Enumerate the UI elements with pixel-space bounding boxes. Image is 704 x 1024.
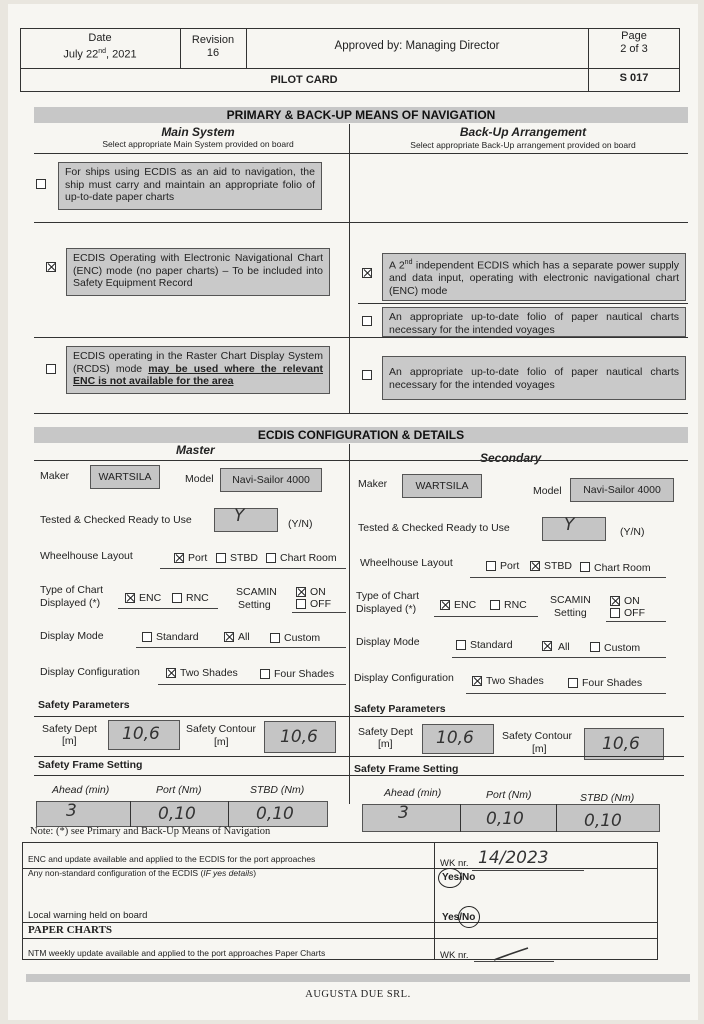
sec-port-checkbox[interactable]: [486, 561, 496, 571]
master-safety-contour-label2: [m]: [214, 736, 229, 748]
sec-two-shades-label: Two Shades: [486, 675, 544, 687]
master-model-value: Navi-Sailor 4000: [220, 468, 322, 492]
master-ahead-value: 3: [66, 801, 77, 821]
master-safety-contour-label1: Safety Contour: [186, 723, 257, 735]
sec-port-label: Port: [500, 560, 520, 572]
page-label: Page: [621, 30, 647, 42]
backup-opt3-checkbox[interactable]: [362, 370, 372, 380]
handwritten-dash: [492, 946, 532, 964]
date-label: Date: [88, 32, 112, 44]
master-port-value: 0,10: [158, 804, 196, 824]
enc-update-text: ENC and update available and applied to the ECDIS for the port approaches: [28, 854, 316, 864]
master-all-label: All: [238, 631, 250, 643]
master-two-shades-label: Two Shades: [180, 667, 238, 679]
sec-ahead-label: Ahead (min): [384, 787, 442, 799]
sec-chartroom-label: Chart Room: [594, 562, 651, 574]
master-standard-label: Standard: [156, 631, 199, 643]
wk-label: WK nr.: [440, 858, 469, 869]
date-value: July 22nd, 2021: [63, 48, 137, 61]
master-rnc-label: RNC: [186, 592, 209, 604]
master-stbd-label: STBD: [230, 552, 259, 564]
page-value: 2 of 3: [620, 43, 648, 55]
master-safety-dept-label1: Safety Dept: [42, 723, 97, 735]
master-stbd-checkbox[interactable]: [216, 553, 226, 563]
master-port-checkbox[interactable]: [174, 553, 184, 563]
main-opt1-checkbox[interactable]: [36, 179, 46, 189]
main-opt1-box: For ships using ECDIS as an aid to navigation, the ship must carry and maintain an appropriate folio of up-to-date paper charts: [58, 162, 322, 210]
backup-title: Back-Up Arrangement: [459, 125, 587, 139]
sec-maker-value: WARTSILA: [402, 474, 482, 498]
sec-scamin-off-checkbox[interactable]: [610, 608, 620, 618]
no-circle-mark: [458, 906, 480, 928]
nonstd-yes-no[interactable]: Yes/No: [442, 872, 476, 883]
sec-safety-contour-label2: [m]: [532, 743, 547, 755]
sec-safety-params-title: Safety Parameters: [354, 703, 446, 715]
backup-opt3-box: An appropriate up-to-date folio of paper nautical charts necessary for the intended voyages: [382, 356, 686, 400]
nonstd-config-text: Any non-standard configuration of the ECDIS (IF yes details): [28, 868, 257, 878]
master-maker-value: WARTSILA: [90, 465, 160, 489]
master-stbd-value: 0,10: [256, 804, 294, 824]
sec-display-config-label: Display Configuration: [354, 672, 454, 684]
local-warning-yes-no[interactable]: Yes/No: [442, 912, 476, 923]
master-wheelhouse-label: Wheelhouse Layout: [40, 550, 133, 562]
local-warning-text: Local warning held on board: [28, 910, 148, 921]
master-safety-contour-value: 10,6: [280, 727, 318, 747]
sec-safety-dept-label1: Safety Dept: [358, 726, 413, 738]
main-opt3-box: ECDIS operating in the Raster Chart Display System (RCDS) mode may be used where the relevant ENC is not available for the area: [66, 346, 330, 394]
master-ahead-label: Ahead (min): [52, 784, 110, 796]
sec-frame-title: Safety Frame Setting: [354, 763, 459, 775]
sec-chart-type-label2: Displayed (*): [356, 603, 417, 615]
sec-yn-label: (Y/N): [620, 526, 645, 538]
approved-by: Approved by: Managing Director: [334, 40, 500, 52]
master-all-checkbox[interactable]: [224, 632, 234, 642]
sec-stbd-label: STBD: [544, 560, 573, 572]
master-scamin-label2: Setting: [238, 599, 271, 611]
master-tested-label: Tested & Checked Ready to Use: [40, 514, 192, 526]
sec-scamin-label1: SCAMIN: [550, 594, 591, 606]
sec-chart-type-label1: Type of Chart: [356, 590, 420, 602]
sec-safety-dept-value: 10,6: [436, 728, 474, 748]
master-tested-box: [214, 508, 278, 532]
master-title: Master: [176, 443, 215, 457]
master-display-mode-label: Display Mode: [40, 630, 104, 642]
sec-safety-contour-label1: Safety Contour: [502, 730, 573, 742]
sec-safety-contour-value: 10,6: [602, 734, 640, 754]
wk-value: 14/2023: [478, 848, 549, 868]
sec-rnc-label: RNC: [504, 599, 527, 611]
master-scamin-on-label: ON: [310, 586, 326, 598]
master-stbd-nm-label: STBD (Nm): [250, 784, 305, 796]
master-enc-label: ENC: [139, 592, 162, 604]
sec-scamin-on-checkbox[interactable]: [610, 596, 620, 606]
bottom-bar: [26, 974, 690, 982]
master-rnc-checkbox[interactable]: [172, 593, 182, 603]
main-opt2-box: ECDIS Operating with Electronic Navigational Chart (ENC) mode (no paper charts) – To be included into Safety Equipment Record: [66, 248, 330, 296]
revision-label: Revision: [191, 34, 235, 46]
master-chartroom-checkbox[interactable]: [266, 553, 276, 563]
master-four-shades-checkbox[interactable]: [260, 669, 270, 679]
master-yn-label: (Y/N): [288, 518, 313, 530]
date-cell: [20, 32, 180, 62]
master-four-shades-label: Four Shades: [274, 668, 335, 680]
master-tested-value: Y: [234, 506, 245, 526]
note-text: Note: (*) see Primary and Back-Up Means of Navigation: [30, 826, 271, 837]
ecdis-section-title: ECDIS CONFIGURATION & DETAILS: [34, 427, 688, 443]
master-standard-checkbox[interactable]: [142, 632, 152, 642]
revision-value: 16: [206, 47, 220, 59]
sec-chartroom-checkbox[interactable]: [580, 562, 590, 572]
sec-enc-checkbox[interactable]: [440, 600, 450, 610]
sec-display-mode-label: Display Mode: [356, 636, 420, 648]
sec-model-value: Navi-Sailor 4000: [570, 478, 674, 502]
sec-port-nm-label: Port (Nm): [486, 789, 532, 801]
sec-standard-checkbox[interactable]: [456, 640, 466, 650]
paper-charts-title: PAPER CHARTS: [28, 924, 113, 936]
sec-two-shades-checkbox[interactable]: [472, 676, 482, 686]
master-scamin-label1: SCAMIN: [236, 586, 277, 598]
document-title: PILOT CARD: [270, 74, 338, 86]
sec-tested-label: Tested & Checked Ready to Use: [358, 522, 510, 534]
master-enc-checkbox[interactable]: [125, 593, 135, 603]
sec-enc-label: ENC: [454, 599, 477, 611]
master-display-config-label: Display Configuration: [40, 666, 140, 678]
sec-all-label: All: [558, 641, 570, 653]
ntm-text: NTM weekly update available and applied to the port approaches Paper Charts: [28, 948, 326, 958]
master-chart-type-label2: Displayed (*): [40, 597, 101, 609]
sec-stbd-value: 0,10: [584, 811, 622, 831]
main-system-title: Main System: [161, 125, 235, 139]
company-name: AUGUSTA DUE SRL.: [305, 989, 411, 1000]
master-chart-type-label1: Type of Chart: [40, 584, 104, 596]
wk-label-2: WK nr.: [440, 950, 469, 961]
secondary-title: Secondary: [480, 451, 542, 465]
master-custom-checkbox[interactable]: [270, 633, 280, 643]
sec-standard-label: Standard: [470, 639, 513, 651]
master-custom-label: Custom: [284, 632, 321, 644]
master-safety-params-title: Safety Parameters: [38, 699, 130, 711]
nav-section-title: PRIMARY & BACK-UP MEANS OF NAVIGATION: [34, 107, 688, 123]
sec-scamin-label2: Setting: [554, 607, 587, 619]
sec-stbd-nm-label: STBD (Nm): [580, 792, 635, 804]
main-opt3-checkbox[interactable]: [46, 364, 56, 374]
master-scamin-on-checkbox[interactable]: [296, 587, 306, 597]
master-safety-dept-value: 10,6: [122, 724, 160, 744]
sec-stbd-checkbox[interactable]: [530, 561, 540, 571]
sec-all-checkbox[interactable]: [542, 641, 552, 651]
sec-four-shades-label: Four Shades: [582, 677, 643, 689]
master-frame-title: Safety Frame Setting: [38, 759, 143, 771]
sec-scamin-off-label: OFF: [624, 607, 645, 619]
sec-custom-label: Custom: [604, 642, 641, 654]
sec-wheelhouse-label: Wheelhouse Layout: [360, 557, 453, 569]
main-opt2-checkbox[interactable]: [46, 262, 56, 272]
master-chartroom-label: Chart Room: [280, 552, 337, 564]
backup-opt1-box: A 2nd independent ECDIS which has a separate power supply and data input, operating with electronic navigational chart (ENC) mode: [382, 253, 686, 301]
master-scamin-off-checkbox[interactable]: [296, 599, 306, 609]
backup-opt2-checkbox[interactable]: [362, 316, 372, 326]
sec-port-value: 0,10: [486, 809, 524, 829]
sec-four-shades-checkbox[interactable]: [568, 678, 578, 688]
revision-cell: [180, 34, 246, 60]
master-port-label: Port: [188, 552, 208, 564]
backup-opt1-checkbox[interactable]: [362, 268, 372, 278]
document-page: [8, 4, 698, 1020]
master-port-nm-label: Port (Nm): [156, 784, 202, 796]
sec-rnc-checkbox[interactable]: [490, 600, 500, 610]
sec-custom-checkbox[interactable]: [590, 642, 600, 652]
sec-scamin-on-label: ON: [624, 595, 640, 607]
sec-tested-value: Y: [564, 515, 575, 535]
master-two-shades-checkbox[interactable]: [166, 668, 176, 678]
master-safety-dept-label2: [m]: [62, 735, 77, 747]
master-scamin-off-label: OFF: [310, 598, 331, 610]
sec-maker-label: Maker: [358, 478, 388, 490]
document-code: S 017: [619, 72, 649, 84]
sec-ahead-value: 3: [398, 803, 409, 823]
backup-opt2-box: An appropriate up-to-date folio of paper nautical charts necessary for the intended voyages: [382, 307, 686, 337]
yes-circle-mark: [438, 868, 462, 888]
main-system-subtitle: Select appropriate Main System provided on board: [102, 139, 294, 149]
master-model-label: Model: [185, 473, 214, 485]
sec-model-label: Model: [533, 485, 562, 497]
sec-safety-dept-label2: [m]: [378, 738, 393, 750]
master-maker-label: Maker: [40, 470, 70, 482]
backup-subtitle: Select appropriate Back-Up arrangement provided on board: [410, 140, 636, 150]
page-cell: [588, 30, 680, 56]
